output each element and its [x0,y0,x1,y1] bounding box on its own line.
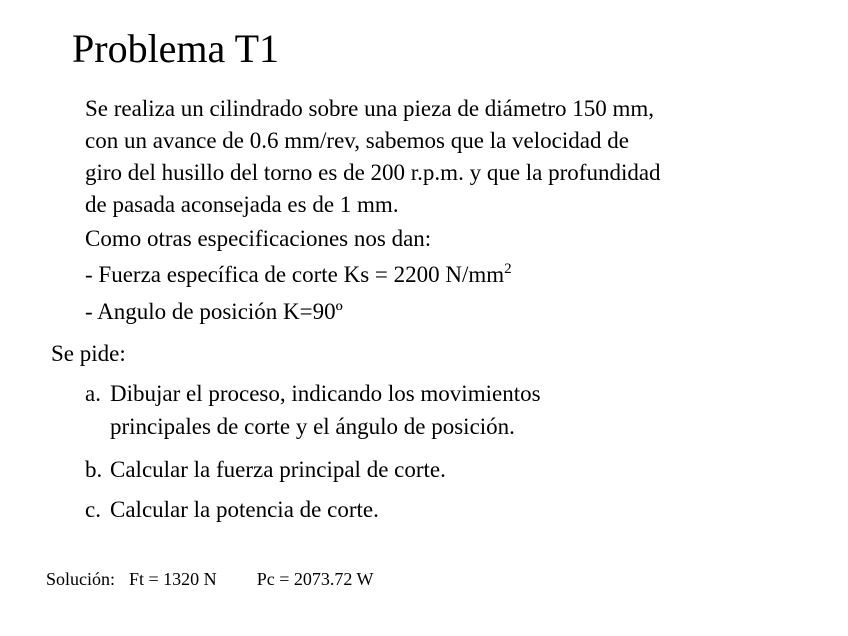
ask-item-text: Calcular la potencia de corte. [110,497,379,522]
statement-line: Se realiza un cilindrado sobre una pieza de diámetro 150 mm, [85,96,655,121]
ask-item-marker: c. [85,497,101,522]
page-title: Problema T1 [72,26,280,71]
spec-cutting-force-exponent: 2 [504,261,512,277]
solution-ft: Ft = 1320 N [129,569,217,589]
ask-item-c [85,493,379,526]
ask-item-text: Calcular la fuerza principal de corte. [110,457,446,482]
solution-pc: Pc = 2073.72 W [256,569,374,589]
ask-item-text-continuation: principales de corte y el ángulo de posición. [110,414,515,439]
ask-item-marker: a. [85,381,101,406]
specs-intro: Como otras especificaciones nos dan: [85,226,432,251]
ask-item-a [85,377,541,443]
asks-heading: Se pide: [51,341,126,366]
solution-label: Solución: [46,569,116,589]
statement-line: giro del husillo del torno es de 200 r.p.m. y que la profundidad [85,160,661,185]
ask-item-marker: b. [85,457,103,482]
statement-line: con un avance de 0.6 mm/rev, sabemos que la velocidad de [85,128,629,153]
solution-line [46,567,374,591]
ask-item-b [85,453,446,486]
spec-position-angle: - Angulo de posición K=90º [85,299,343,324]
spec-cutting-force [85,261,512,289]
problem-statement [85,93,661,221]
ask-item-text: Dibujar el proceso, indicando los movimientos [110,381,541,406]
spec-cutting-force-text: - Fuerza específica de corte Ks = 2200 N/mm [85,262,505,287]
statement-line: de pasada aconsejada es de 1 mm. [85,192,399,217]
